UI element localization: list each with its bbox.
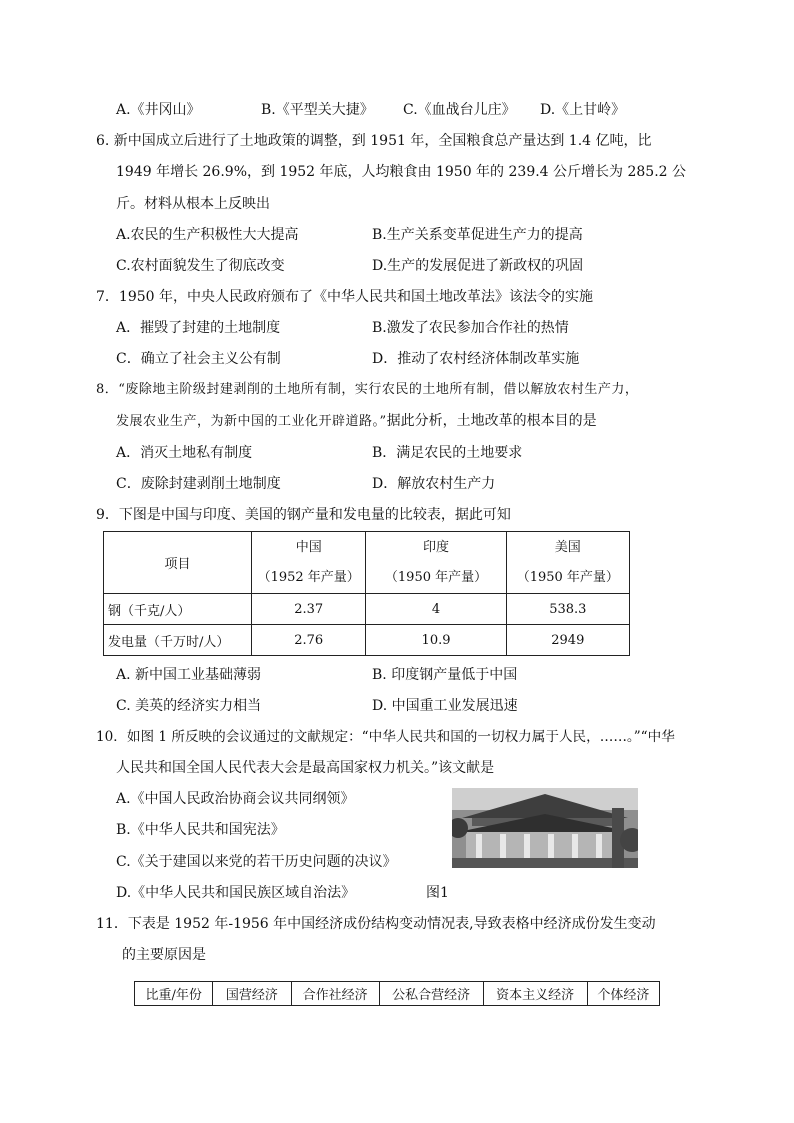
- q6-stem-line-1: 6. 新中国成立后进行了土地政策的调整，到 1951 年，全国粮食总产量达到 1.4 亿吨，比: [96, 133, 652, 149]
- q9-header-china: [252, 532, 366, 594]
- q5-option-d: D.《上甘岭》: [540, 102, 626, 118]
- q9-stem: 9．下图是中国与印度、美国的钢产量和发电量的比较表，据此可知: [96, 507, 511, 523]
- q11-header-cell: 合作社经济: [291, 982, 379, 1006]
- q8-option-a: A．消灭土地私有制度: [116, 445, 253, 461]
- q11-stem-line-1: 11．下表是 1952 年-1956 年中国经济成份结构变动情况表,导致表格中经济成份发生变动: [96, 916, 656, 932]
- q9-option-d: D. 中国重工业发展迅速: [372, 698, 518, 714]
- q10-figure-caption: 图1: [426, 885, 449, 901]
- q9-cell: 2.37: [252, 594, 366, 625]
- q10-stem-line-2: 人民共和国全国人民代表大会是最高国家权力机关。”该文献是: [116, 760, 495, 776]
- q8-option-c: C．废除封建剥削土地制度: [116, 476, 281, 492]
- q9-header-usa: [506, 532, 629, 594]
- q6-option-d: D.生产的发展促进了新政权的巩固: [372, 258, 584, 274]
- hall-building-image: [452, 788, 638, 868]
- q6-stem-line-2: 1949 年增长 26.9%，到 1952 年底，人均粮食由 1950 年的 239.4 公斤增长为 285.2 公: [116, 164, 687, 180]
- q8-option-b: B．满足农民的土地要求: [372, 445, 523, 461]
- q10-option-b: B.《中华人民共和国宪法》: [116, 822, 285, 838]
- q8-quote-line-1: 8．“废除地主阶级封建剥削的土地所有制，实行农民的土地所有制，借以解放农村生产力，: [96, 382, 639, 397]
- q10-option-a: A.《中国人民政治协商会议共同纲领》: [116, 791, 355, 807]
- q7-stem: 7．1950 年，中央人民政府颁布了《中华人民共和国土地改革法》该法令的实施: [96, 289, 593, 305]
- q9-header-usa-name: 美国: [554, 539, 581, 555]
- q8-stem-tail: 据此分析，土地改革的根本目的是: [386, 413, 597, 429]
- q9-row-label: 发电量（千万时/人）: [104, 625, 252, 656]
- table-row: [104, 594, 630, 625]
- q9-header-item: 项目: [104, 532, 252, 594]
- q6-stem-line-3: 斤。材料从根本上反映出: [116, 196, 270, 212]
- q7-option-a: A．摧毁了封建的土地制度: [116, 320, 281, 336]
- q9-comparison-table: [103, 531, 630, 656]
- q9-row-label: 钢（千克/人）: [104, 594, 252, 625]
- table-row: [104, 625, 630, 656]
- q9-cell: 538.3: [506, 594, 629, 625]
- q11-economy-table: [134, 981, 660, 1006]
- q10-stem-line-1: 10．如图 1 所反映的会议通过的文献规定：“中华人民共和国的一切权力属于人民，……。”“中华: [96, 729, 675, 745]
- q10-hall-photo: [452, 788, 638, 868]
- q6-option-b: B.生产关系变革促进生产力的提高: [372, 227, 583, 243]
- q9-header-india-year: （1950 年产量）: [384, 569, 488, 585]
- q9-table-header-row: [104, 532, 630, 594]
- q9-option-a: A. 新中国工业基础薄弱: [116, 667, 262, 683]
- q9-header-india-name: 印度: [423, 539, 450, 555]
- q11-header-cell: 国营经济: [213, 982, 291, 1006]
- q6-option-c: C.农村面貌发生了彻底改变: [116, 258, 285, 274]
- q5-option-a: A.《井冈山》: [116, 102, 201, 118]
- q8-stem-line-2: [116, 411, 597, 432]
- q7-option-c: C．确立了社会主义公有制: [116, 351, 281, 367]
- q9-header-china-year: （1952 年产量）: [257, 569, 360, 585]
- q9-header-china-name: 中国: [295, 539, 322, 555]
- q9-cell: 10.9: [366, 625, 506, 656]
- q11-stem-line-2: 的主要原因是: [122, 947, 206, 963]
- q8-quote-line-2: 发展农业生产，为新中国的工业化开辟道路。”: [116, 414, 387, 429]
- q9-header-usa-year: （1950 年产量）: [516, 569, 619, 585]
- q5-option-b: B.《平型关大捷》: [261, 102, 374, 118]
- q9-option-c: C. 美英的经济实力相当: [116, 698, 262, 714]
- q7-option-b: B.激发了农民参加合作社的热情: [372, 320, 569, 336]
- q11-table-header-row: [135, 982, 660, 1006]
- q11-header-cell: 资本主义经济: [483, 982, 587, 1006]
- q5-option-c: C.《血战台儿庄》: [403, 102, 516, 118]
- q9-cell: 2949: [506, 625, 629, 656]
- q9-cell: 2.76: [252, 625, 366, 656]
- q9-header-india: [366, 532, 506, 594]
- q10-option-c: C.《关于建国以来党的若干历史问题的决议》: [116, 854, 397, 870]
- q8-option-d: D．解放农村生产力: [372, 476, 496, 492]
- q11-header-cell: 比重/年份: [135, 982, 213, 1006]
- q9-cell: 4: [366, 594, 506, 625]
- q6-option-a: A.农民的生产积极性大大提高: [116, 227, 299, 243]
- q9-option-b: B. 印度钢产量低于中国: [372, 667, 518, 683]
- q11-header-cell: 个体经济: [587, 982, 659, 1006]
- q11-header-cell: 公私合营经济: [379, 982, 483, 1006]
- q10-option-d: D.《中华人民共和国民族区域自治法》: [116, 885, 356, 901]
- q7-option-d: D．推动了农村经济体制改革实施: [372, 351, 580, 367]
